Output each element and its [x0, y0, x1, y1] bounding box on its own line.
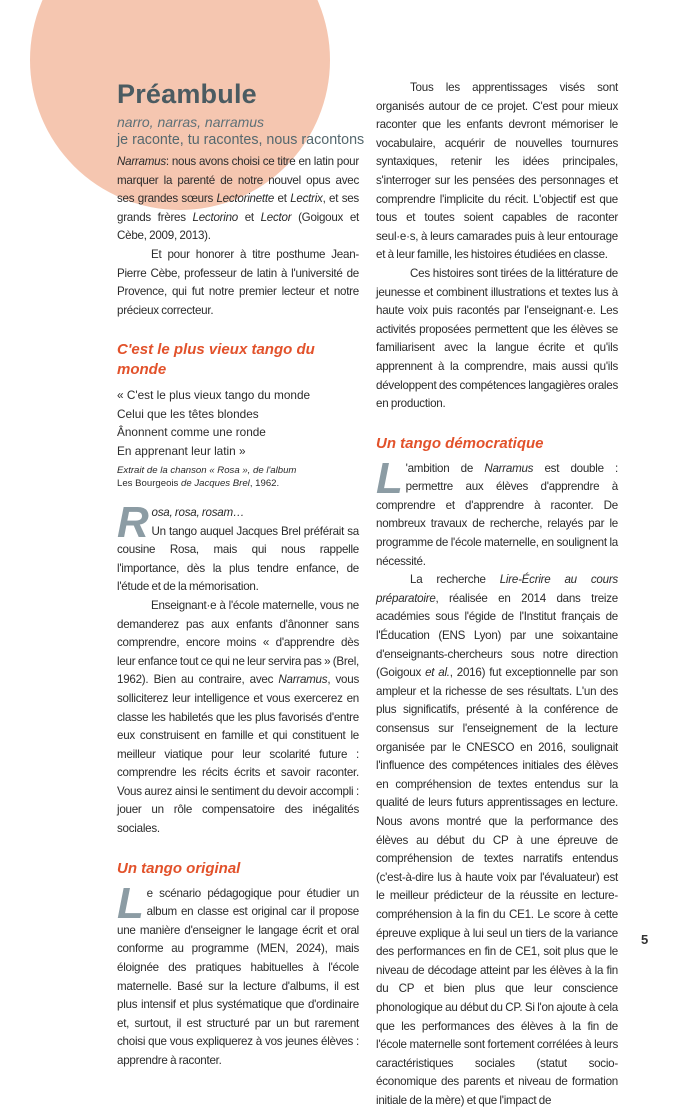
- section-heading-original-tango: Un tango original: [117, 859, 241, 877]
- section2-paragraph-1: [117, 878, 359, 1071]
- text: (Goigoux et Cèbe, 2009, 2013).: [117, 210, 359, 243]
- text-italic: Extrait de la chanson « Rosa », de l'album: [117, 464, 297, 476]
- text: , 2016) fut exceptionnelle par son ampleur et la richesse de ses résultats. L'un des plus significatifs, présenté à la conférence de consensus sur l'enseignement de la lecture organisée par le CNESCO en 2016, soulignait l'influence des compétences initiales des élèves en compréhension de textes entendus sur la qualité de leurs futurs apprentissages en lecture. Nous avons montré que la performance des élèves au début du CP à une épreuve de compréhension de textes narratifs entendus (c'est-à-dire lus à haute voix par l'évaluateur) est le meilleur prédicteur de la réussite en lecture-compréhension à la fin du CE1. Le score à cette épreuve explique à lui seul un tiers de la variance des performances en fin de CE1, soit plus que le niveau de décodage atteint par les élèves à la fin du CP et bien plus que leur conscience phonologique au début du CP. Si l'on ajoute à cela que les performances des élèves à la fin de l'école maternelle sont fortement corrélées à leurs caractéristiques sociales (statut socio-économique des parents et niveau de formation initiale de la mère) et que l'impact de: [376, 666, 619, 1107]
- text: Enseignant·e à l'école maternelle, vous ne demanderez pas aux enfants d'ânonner sans comprendre, encore moins « d'apprendre dès leur enfance tout ce qui ne leur servira pas » (Brel, 1962). Bien au contraire, avec: [117, 598, 359, 687]
- quote-line: Celui que les têtes blondes: [117, 406, 259, 421]
- text: et: [237, 210, 261, 224]
- text-italic: Narramus: [278, 673, 328, 687]
- section3-paragraph-1: [376, 453, 618, 572]
- quote-line: En apprenant leur latin »: [117, 443, 246, 458]
- text: et: [274, 192, 291, 206]
- drop-cap: L: [376, 453, 403, 503]
- text-italic: Narramus: [117, 155, 166, 168]
- left-column: [117, 76, 365, 1071]
- text-italic: Lectrix: [290, 192, 323, 206]
- section-heading-oldest-tango: C'est le plus vieux tango du monde: [117, 341, 315, 379]
- text: , 1962.: [249, 477, 280, 489]
- drop-cap: R: [117, 497, 149, 547]
- text-italic: Lector: [260, 210, 292, 224]
- quote-source: [117, 464, 359, 490]
- text: est double : permettre aux élèves d'apprendre à comprendre et d'apprendre à raconter. De nombreux travaux de recherche, relayés par le programme de l'école maternelle, en soulignent la nécessité.: [376, 461, 618, 568]
- page-number: 5: [641, 932, 649, 947]
- text-italic: osa, rosa, rosam…: [151, 505, 245, 519]
- text-italic: Lire-Écrire au cours préparatoire: [376, 573, 618, 605]
- intro-paragraph-1: [117, 153, 359, 246]
- section3-text: [376, 453, 619, 1110]
- text-italic: Lectorino: [192, 210, 238, 224]
- text: Les Bourgeois: [117, 477, 179, 489]
- text: Un tango auquel Jacques Brel préférait sa cousine Rosa, mais qui nous rappelle l'importance, dès la plus tendre enfance, de l'étude et de la mémorisation.: [117, 524, 359, 594]
- text: : nous avons choisi ce titre en latin pour marquer la parenté de notre nouvel opus avec ses grandes sœurs: [117, 155, 359, 206]
- intro-paragraph-2: Et pour honorer à titre posthume Jean-Pierre Cèbe, professeur de latin à l'université de Provence, qui fut notre premier lecteur et notre précieux correcteur.: [117, 247, 359, 317]
- right-paragraph-1: Tous les apprentissages visés sont organisés autour de ce projet. C'est pour mieux raconter que les enfants devront mémoriser le vocabulaire, acquérir de nouvelles tournures syntaxiques, retenir les idées principales, s'interroger sur les pensées des personnages et comprendre l'implicite du récit. L'objectif est que tous et toutes soient capables de raconter seul·e·s, à leurs camarades puis à leur entourage et à leur famille, les histoires étudiées en classe.: [376, 81, 618, 262]
- right-intro-text: [376, 79, 618, 414]
- section1-paragraph-1: [117, 497, 359, 597]
- text-italic: Lectorinette: [216, 192, 275, 206]
- quote-line: Ânonnent comme une ronde: [117, 425, 266, 440]
- section3-paragraph-2: [376, 571, 618, 1110]
- page-title: Préambule: [117, 79, 257, 109]
- text-italic: Narramus: [484, 461, 534, 475]
- intro-text: [117, 153, 359, 320]
- text: La recherche: [410, 573, 500, 587]
- quote-line: « C'est le plus vieux tango du monde: [117, 388, 311, 403]
- section2-text: [117, 878, 359, 1071]
- drop-cap: L: [117, 878, 144, 928]
- text: 'ambition de: [405, 461, 485, 475]
- text: e scénario pédagogique pour étudier un album en classe est original car il propose une manière d'enseigner le langage écrit et oral conforme au programme (MEN, 2024), mais éloignée des pratiques habituelles à l'école maternelle. Basé sur la lecture d'albums, il est plus intensif et plus systématique que d'ordinaire et, surtout, il est structuré par un but rarement choisi que vous expliquerez à vos jeunes élèves : apprendre à raconter.: [117, 886, 359, 1067]
- subtitle-latin: narro, narras, narramus: [117, 114, 265, 130]
- text-italic: de Jacques Brel: [178, 477, 250, 489]
- text: , vous solliciterez leur intelligence et vous exercerez en classe les habiletés que les plus favorisés d'entre eux construisent en famille et qui constituent le meilleur viatique pour leur scolarité future : comprendre les récits écrits et savoir raconter. Vous aurez ainsi le sentiment du devoir accompli : jouer un rôle compensatoire des inégalités sociales.: [117, 673, 359, 836]
- text-italic: et al.: [425, 666, 450, 680]
- right-column: [376, 79, 618, 1110]
- subtitle-french: je raconte, tu racontes, nous racontons: [117, 132, 365, 148]
- text: , réalisée en 2014 dans treize académies sous l'égide de l'Institut français de l'Éducation (ENS Lyon) par une soixantaine d'enseignants-chercheurs sous notre direction (Goigoux: [376, 591, 618, 680]
- text: , et ses grands frères: [117, 192, 359, 224]
- section1-paragraph-2: [117, 597, 359, 839]
- section-heading-democratic-tango: Un tango démocratique: [376, 434, 544, 452]
- right-paragraph-2: Ces histoires sont tirées de la littérature de jeunesse et combinent illustrations et textes lus à haute voix puis racontés par l'enseignant·e. Les activités proposées permettent que les élèves se familiarisent avec la langue écrite et qu'ils apprennent à la comprendre, mais aussi qu'ils développent des compétences langagières orales en production.: [376, 266, 618, 411]
- song-quote: [117, 386, 359, 460]
- section1-text: [117, 497, 359, 839]
